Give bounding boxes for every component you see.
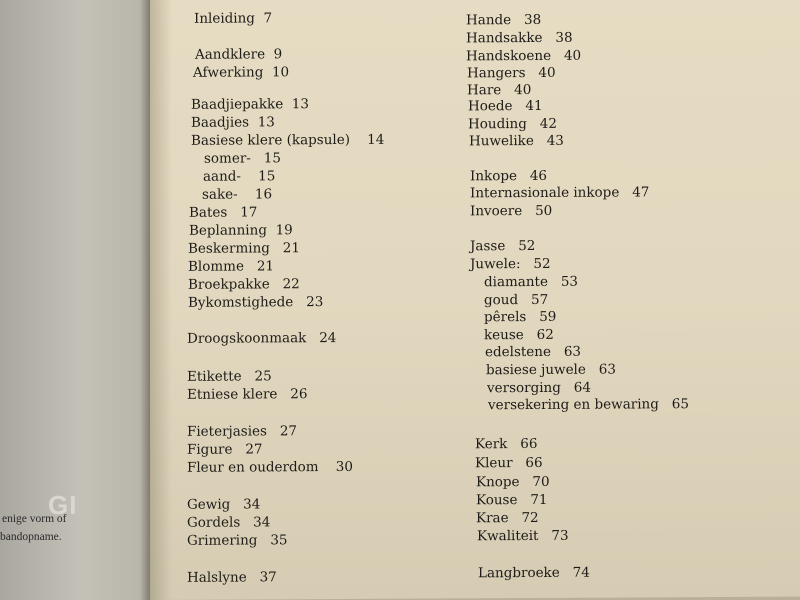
index-entry xyxy=(476,492,548,508)
index-entry xyxy=(476,510,539,526)
index-term: Hoede xyxy=(468,98,513,115)
index-entry xyxy=(188,276,300,293)
index-page-number: 38 xyxy=(555,29,573,46)
index-page-number: 66 xyxy=(520,435,538,453)
index-page-number: 40 xyxy=(563,47,582,64)
index-subentry xyxy=(484,274,578,290)
index-entry xyxy=(466,48,581,65)
index-entry xyxy=(477,528,569,544)
index-page-number: 10 xyxy=(271,64,290,81)
index-term: Kerk xyxy=(475,436,508,453)
ghost-print: GI xyxy=(48,490,78,520)
index-page-number: 30 xyxy=(335,458,353,476)
index-term: sake- xyxy=(202,186,238,203)
index-entry xyxy=(470,238,535,254)
index-page-number: 37 xyxy=(259,569,277,586)
index-term: Baadjies xyxy=(191,114,250,131)
left-page-text-line: bandopname. xyxy=(0,531,62,543)
index-term: Etniese klere xyxy=(187,386,278,403)
index-entry xyxy=(187,569,277,585)
index-term: Bykomstighede xyxy=(188,294,294,311)
index-term: Blomme xyxy=(188,258,244,275)
index-term: Baadjiepakke xyxy=(191,96,284,113)
index-page-number: 22 xyxy=(282,276,300,293)
index-page-number: 57 xyxy=(530,291,549,309)
index-term: Handsakke xyxy=(466,29,543,47)
index-page-number: 15 xyxy=(263,150,281,167)
index-term: Gordels xyxy=(187,514,241,531)
index-page-number: 27 xyxy=(279,423,298,440)
index-page-number: 9 xyxy=(273,46,283,63)
index-entry xyxy=(189,204,257,220)
index-term: basiese juwele xyxy=(486,361,586,379)
index-term: Handskoene xyxy=(466,47,552,65)
index-page-number: 40 xyxy=(514,82,532,99)
index-term: keuse xyxy=(484,327,524,344)
index-page-number: 41 xyxy=(525,97,543,115)
index-page xyxy=(150,0,800,600)
index-term: pêrels xyxy=(484,309,527,326)
index-term: Inleiding xyxy=(194,10,255,27)
index-term: Droogskoonmaak xyxy=(187,330,307,347)
index-term: Internasionale inkope xyxy=(470,184,620,202)
index-term: versekering en bewaring xyxy=(488,396,659,414)
index-subentry xyxy=(204,150,281,166)
index-page-number: 47 xyxy=(632,184,650,201)
index-page-number: 34 xyxy=(253,514,271,531)
index-entry xyxy=(188,240,300,257)
index-term: Inkope xyxy=(470,168,517,185)
index-entry xyxy=(469,133,564,149)
index-term: Hande xyxy=(466,12,512,29)
index-term: Etikette xyxy=(187,368,242,385)
index-entry xyxy=(191,114,275,130)
index-entry xyxy=(187,386,307,403)
index-term: Gewig xyxy=(187,496,231,513)
index-entry xyxy=(467,82,531,98)
index-entry xyxy=(191,96,309,113)
index-page-number: 15 xyxy=(258,168,276,185)
index-page-number: 19 xyxy=(275,222,293,239)
index-entry xyxy=(187,368,272,384)
index-page-number: 70 xyxy=(532,473,550,490)
index-entry xyxy=(466,12,541,28)
index-page-number: 59 xyxy=(539,308,557,325)
index-entry xyxy=(187,423,297,440)
index-entry xyxy=(467,65,556,81)
index-page-number: 40 xyxy=(538,64,556,81)
index-entry xyxy=(193,64,289,81)
index-term: Kwaliteit xyxy=(477,527,539,545)
index-entry xyxy=(187,330,336,347)
book-spine-shadow xyxy=(140,0,150,600)
index-page-number: 62 xyxy=(536,326,554,343)
gutter-shadow xyxy=(150,0,172,600)
index-subentry xyxy=(484,309,556,325)
index-page-number: 74 xyxy=(572,564,590,581)
index-page-number: 26 xyxy=(290,386,308,403)
index-term: Hare xyxy=(467,82,502,99)
index-page-number: 27 xyxy=(245,441,263,458)
index-page-number: 52 xyxy=(518,237,536,255)
index-page-number: 64 xyxy=(573,379,591,396)
index-term: Basiese klere (kapsule) xyxy=(191,131,350,149)
index-term: Krae xyxy=(476,510,509,527)
index-term: diamante xyxy=(484,273,548,291)
index-entry xyxy=(475,455,543,471)
index-subentry xyxy=(203,168,275,184)
index-term: Invoere xyxy=(470,203,523,220)
index-subentry xyxy=(484,292,548,308)
index-term: Hangers xyxy=(467,65,526,82)
index-entry xyxy=(470,256,551,272)
index-term: Kouse xyxy=(476,492,518,509)
index-entry xyxy=(194,10,272,26)
index-subentry xyxy=(488,396,689,413)
index-term: Juwele: xyxy=(470,256,521,273)
index-entry xyxy=(466,30,573,47)
index-page-number: 25 xyxy=(254,368,272,385)
index-entry xyxy=(187,441,263,457)
index-term: Broekpakke xyxy=(188,276,270,293)
index-term: Beplanning xyxy=(189,222,267,239)
index-entry xyxy=(470,184,649,201)
index-term: Huwelike xyxy=(469,132,534,150)
index-term: Houding xyxy=(468,116,527,133)
index-page-number: 42 xyxy=(539,115,557,132)
index-subentry xyxy=(202,186,272,202)
index-entry xyxy=(191,132,384,149)
index-term: Halslyne xyxy=(187,569,247,586)
index-page-number: 35 xyxy=(270,532,288,549)
index-term: Grimering xyxy=(187,532,258,549)
index-page-number: 13 xyxy=(257,114,275,131)
index-page-number: 43 xyxy=(546,132,564,149)
index-page-number: 21 xyxy=(282,240,300,257)
index-entry xyxy=(188,258,274,274)
index-page-number: 21 xyxy=(256,258,275,275)
index-entry xyxy=(187,514,270,530)
index-term: versorging xyxy=(487,379,561,397)
index-entry xyxy=(189,222,293,239)
index-page-number: 71 xyxy=(530,491,548,509)
index-page-number: 72 xyxy=(521,509,539,527)
index-page-number: 34 xyxy=(243,496,261,513)
index-entry xyxy=(187,496,260,512)
index-term: aand- xyxy=(203,168,241,185)
index-page-number: 66 xyxy=(525,454,543,472)
index-term: Afwerking xyxy=(193,64,264,81)
index-term: Kleur xyxy=(475,455,513,472)
left-page xyxy=(0,0,150,600)
index-term: Fieterjasies xyxy=(187,423,267,440)
index-page-number: 63 xyxy=(598,361,616,378)
index-subentry xyxy=(487,380,591,397)
index-term: edelstene xyxy=(485,343,551,361)
index-page-number: 52 xyxy=(533,255,551,272)
index-page-number: 7 xyxy=(263,10,273,27)
index-term: Aandklere xyxy=(195,46,266,63)
index-subentry xyxy=(486,362,616,379)
index-entry xyxy=(470,168,547,184)
index-entry xyxy=(475,436,537,452)
index-term: goud xyxy=(484,292,519,309)
index-page-number: 24 xyxy=(319,330,337,347)
index-entry xyxy=(188,294,323,311)
index-page-number: 14 xyxy=(367,131,385,148)
index-entry xyxy=(187,532,288,549)
index-page-number: 13 xyxy=(291,96,309,113)
index-term: Langbroeke xyxy=(478,564,560,582)
index-term: Bates xyxy=(189,204,228,221)
index-page-number: 50 xyxy=(535,202,553,219)
index-term: Figure xyxy=(187,441,233,458)
index-page-number: 53 xyxy=(560,273,579,290)
index-page-number: 73 xyxy=(551,527,569,544)
index-page-number: 16 xyxy=(254,186,273,203)
index-entry xyxy=(468,116,557,132)
index-subentry xyxy=(485,344,581,361)
index-entry xyxy=(478,565,590,582)
index-page-number: 65 xyxy=(671,396,689,413)
index-subentry xyxy=(484,327,554,343)
index-entry xyxy=(470,203,552,219)
index-term: Beskerming xyxy=(188,240,270,257)
index-page-number: 17 xyxy=(240,204,258,221)
index-term: Jasse xyxy=(470,238,506,255)
index-page-number: 46 xyxy=(529,167,548,185)
index-page-number: 63 xyxy=(563,343,582,360)
index-entry xyxy=(195,46,282,62)
index-page-number: 38 xyxy=(524,11,542,29)
left-page-text-line: enige vorm of xyxy=(2,513,67,525)
index-term: Knope xyxy=(476,474,520,491)
index-page-number: 23 xyxy=(306,294,324,311)
index-entry xyxy=(187,459,353,476)
index-entry xyxy=(476,474,550,490)
index-term: somer- xyxy=(204,150,251,167)
index-term: Fleur en ouderdom xyxy=(187,459,319,476)
index-entry xyxy=(468,98,543,114)
